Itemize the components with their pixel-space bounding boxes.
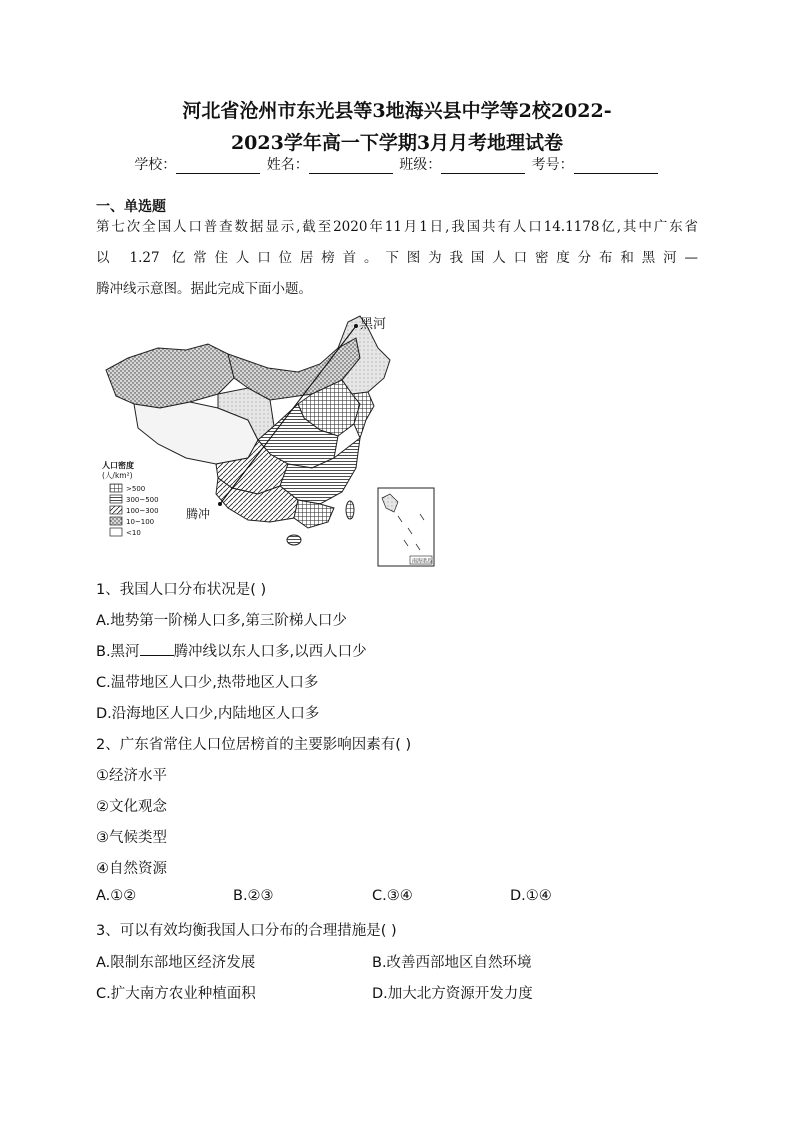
q1-option-b-blank — [140, 643, 174, 656]
number-blank[interactable] — [574, 159, 658, 174]
region-hainan — [287, 535, 301, 545]
q1-option-b[interactable] — [96, 640, 367, 661]
school-blank[interactable] — [176, 159, 260, 174]
number-label: 考号： — [531, 157, 574, 173]
question-2-stem: 2、广东省常住人口位居榜首的主要影响因素有( ) — [96, 737, 412, 753]
q2-option-b[interactable]: B.②③ — [233, 888, 274, 904]
q1-option-d[interactable]: D.沿海地区人口少,内陆地区人口多 — [96, 706, 320, 722]
label-tengchong: 腾冲 — [186, 507, 211, 521]
population-density-map — [98, 308, 438, 570]
exam-title-line1: 河北省沧州市东光县等3地海兴县中学等2校2022- — [182, 100, 612, 122]
q2-option-c[interactable]: C.③④ — [372, 888, 413, 904]
region-taiwan — [346, 501, 354, 519]
q1-option-b-rest: 腾冲线以东人口多,以西人口少 — [173, 644, 367, 660]
label-heihe: 黑河 — [360, 317, 387, 332]
question-1-stem: 1、我国人口分布状况是( ) — [96, 582, 267, 598]
inset-label: 南海诸岛 — [412, 558, 433, 565]
intro-line-2: 以 1.27 亿常住人口位居榜首。下图为我国人口密度分布和黑河— — [96, 250, 698, 266]
legend-title-1: 人口密度 — [102, 461, 134, 470]
class-label: 班级： — [399, 157, 442, 173]
region-guangdong — [294, 500, 334, 528]
q2-option-d[interactable]: D.①④ — [510, 888, 552, 904]
region-xinjiang — [106, 344, 234, 408]
china-map-svg — [98, 308, 438, 570]
q1-option-b-prefix: B.黑河 — [96, 644, 140, 660]
q3-option-d[interactable]: D.加大北方资源开发力度 — [372, 986, 533, 1002]
legend-title-2: (人/km²) — [102, 471, 133, 480]
legend-entry-4: <10 — [126, 529, 141, 537]
q1-option-a[interactable]: A.地势第一阶梯人口多,第三阶梯人口少 — [96, 613, 347, 629]
q3-option-c[interactable]: C.扩大南方农业种植面积 — [96, 986, 256, 1002]
legend-entry-0: >500 — [126, 485, 146, 493]
q3-option-a[interactable]: A.限制东部地区经济发展 — [96, 955, 256, 971]
q2-item-1: ①经济水平 — [96, 768, 167, 784]
student-info-row — [0, 154, 794, 174]
legend-swatches — [110, 484, 122, 536]
legend-entry-2: 100~300 — [126, 507, 159, 515]
intro-line-1: 第七次全国人口普查数据显示,截至2020年11月1日,我国共有人口14.1178亿,其中广东省 — [96, 219, 698, 235]
q1-option-c[interactable]: C.温带地区人口少,热带地区人口多 — [96, 675, 319, 691]
intro-line-3: 腾冲线示意图。据此完成下面小题。 — [96, 281, 312, 297]
legend-entry-1: 300~500 — [126, 496, 159, 504]
legend-entry-3: 10~100 — [126, 518, 155, 526]
school-label: 学校： — [134, 157, 177, 173]
q2-item-4: ④自然资源 — [96, 861, 167, 877]
q2-item-2: ②文化观念 — [96, 799, 167, 815]
name-blank[interactable] — [309, 159, 393, 174]
q2-option-a[interactable]: A.①② — [96, 888, 137, 904]
q2-item-3: ③气候类型 — [96, 830, 167, 846]
question-3-stem: 3、可以有效均衡我国人口分布的合理措施是( ) — [96, 923, 397, 939]
class-blank[interactable] — [441, 159, 525, 174]
section-title: 一、单选题 — [96, 199, 166, 215]
exam-title-line2: 2023学年高一下学期3月月考地理试卷 — [230, 132, 564, 154]
q3-option-b[interactable]: B.改善西部地区自然环境 — [372, 955, 532, 971]
name-label: 姓名： — [266, 157, 309, 173]
